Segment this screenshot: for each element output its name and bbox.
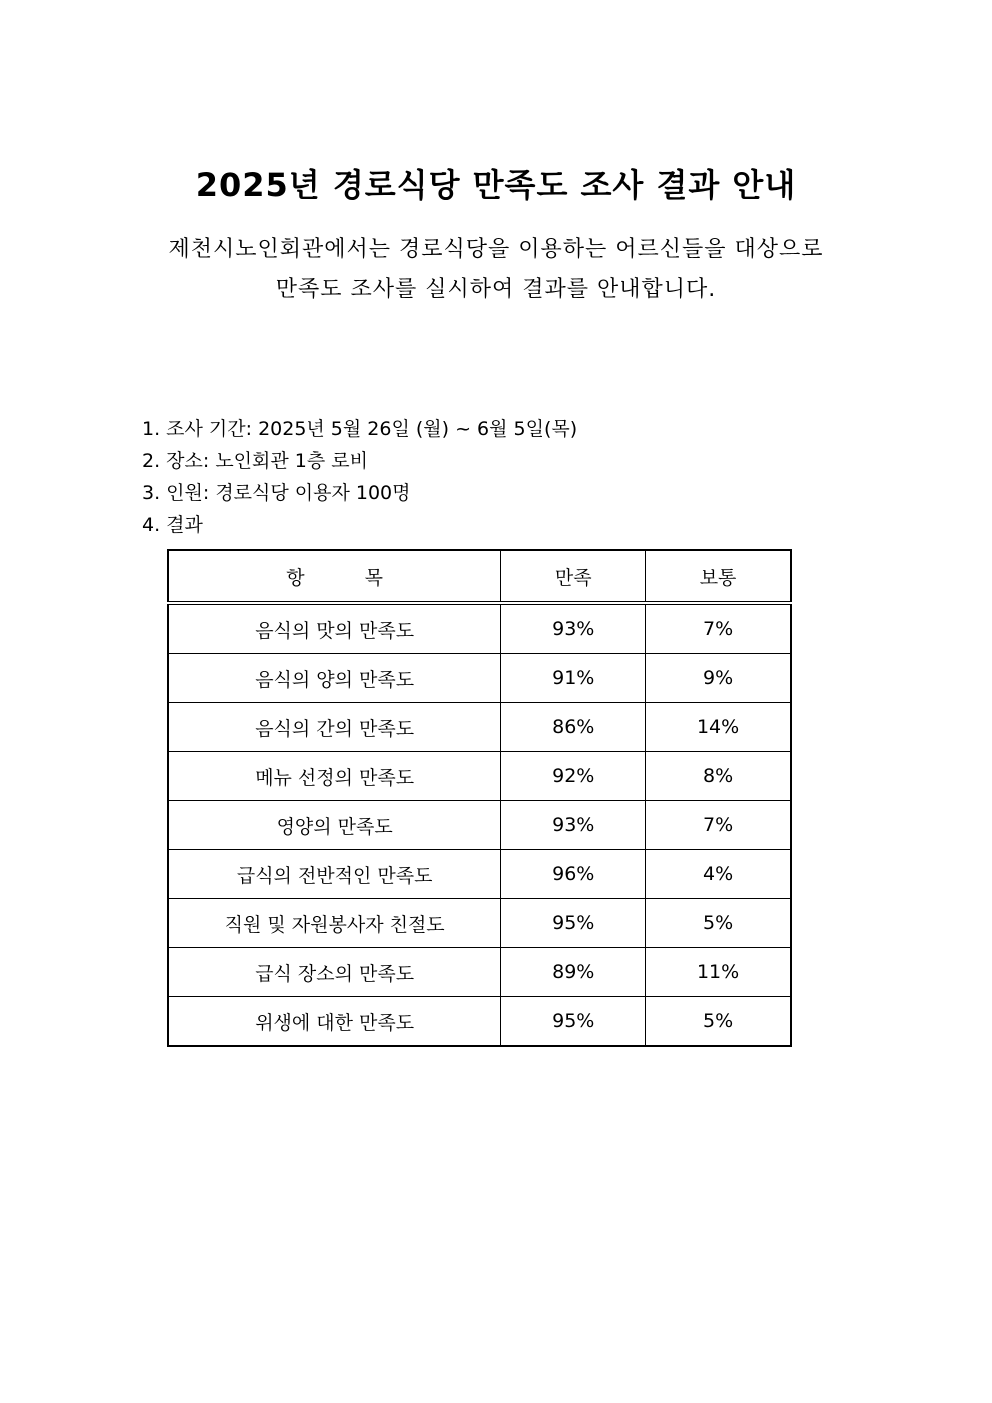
info-place: 2. 장소: 노인회관 1층 로비	[142, 450, 368, 472]
row-satisfied: 95%	[501, 899, 646, 948]
row-item: 급식의 전반적인 만족도	[168, 850, 501, 899]
row-satisfied: 91%	[501, 654, 646, 703]
header-satisfied: 만족	[501, 550, 646, 603]
table-row	[168, 899, 791, 948]
document-title: 2025년 경로식당 만족도 조사 결과 안내	[195, 166, 797, 204]
results-table	[167, 549, 792, 1047]
header-item: 항목	[168, 550, 501, 603]
table-row	[168, 997, 791, 1047]
intro-line-1: 제천시노인회관에서는 경로식당을 이용하는 어르신들을 대상으로	[168, 237, 824, 262]
row-item: 급식 장소의 만족도	[168, 948, 501, 997]
info-people: 3. 인원: 경로식당 이용자 100명	[142, 482, 411, 504]
info-period: 1. 조사 기간: 2025년 5월 26일 (월) ~ 6월 5일(목)	[142, 418, 578, 440]
header-average: 보통	[646, 550, 791, 603]
row-satisfied: 92%	[501, 752, 646, 801]
info-result: 4. 결과	[142, 514, 203, 536]
table-row	[168, 801, 791, 850]
row-item: 음식의 양의 만족도	[168, 654, 501, 703]
row-satisfied: 86%	[501, 703, 646, 752]
row-satisfied: 93%	[501, 603, 646, 654]
row-average: 5%	[646, 899, 791, 948]
table-row	[168, 752, 791, 801]
row-average: 5%	[646, 997, 791, 1047]
row-item: 위생에 대한 만족도	[168, 997, 501, 1047]
table-row	[168, 654, 791, 703]
row-average: 4%	[646, 850, 791, 899]
row-average: 14%	[646, 703, 791, 752]
results-table-header	[168, 550, 791, 603]
intro-line-2: 만족도 조사를 실시하여 결과를 안내합니다.	[275, 277, 717, 302]
header-row	[168, 550, 791, 603]
table-row	[168, 850, 791, 899]
row-satisfied: 89%	[501, 948, 646, 997]
row-average: 9%	[646, 654, 791, 703]
row-item: 직원 및 자원봉사자 친절도	[168, 899, 501, 948]
results-table-body	[168, 603, 791, 1046]
row-satisfied: 96%	[501, 850, 646, 899]
row-average: 11%	[646, 948, 791, 997]
row-average: 8%	[646, 752, 791, 801]
row-average: 7%	[646, 603, 791, 654]
row-item: 음식의 간의 만족도	[168, 703, 501, 752]
row-item: 음식의 맛의 만족도	[168, 603, 501, 654]
table-row	[168, 703, 791, 752]
row-satisfied: 93%	[501, 801, 646, 850]
row-item: 메뉴 선정의 만족도	[168, 752, 501, 801]
table-row	[168, 948, 791, 997]
row-item: 영양의 만족도	[168, 801, 501, 850]
row-satisfied: 95%	[501, 997, 646, 1047]
table-row	[168, 603, 791, 654]
row-average: 7%	[646, 801, 791, 850]
